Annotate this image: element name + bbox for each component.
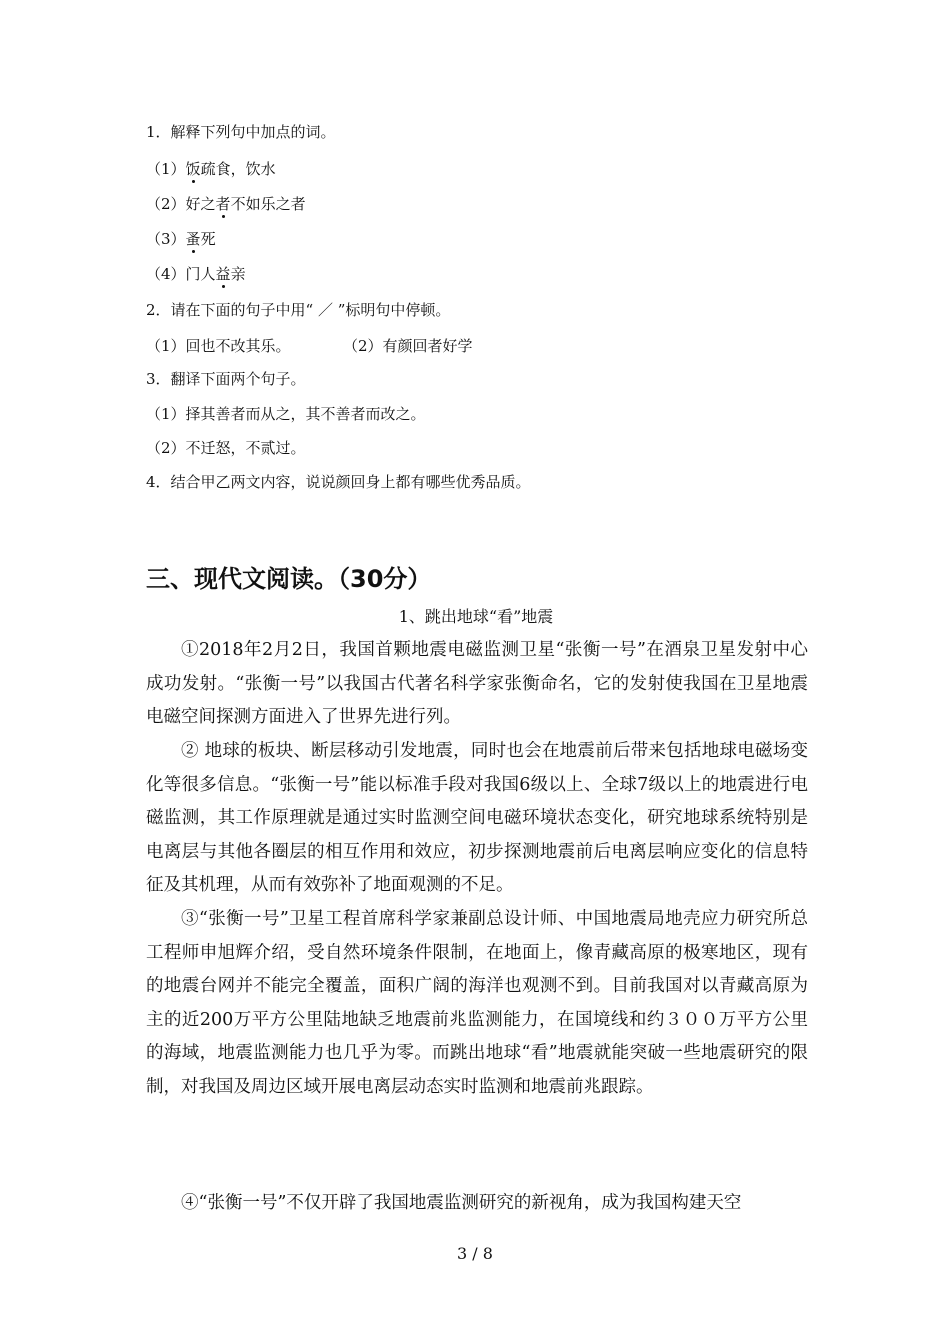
- question-3: 3．翻译下面两个句子。: [146, 370, 306, 388]
- article-paragraph-3: ③“张衡一号”卫星工程首席科学家兼副总设计师、中国地震局地壳应力研究所总工程师申旭辉介绍，受自然环境条件限制，在地面上，像青藏高原的极寒地区，现有的地震台网并不能完全覆盖，面积广阔的海洋也观测不到。目前我国对以青藏高原为主的近200万平方公里陆地缺乏地震前兆监测能力，在国境线和约３００万平方公里的海域，地震监测能力也几乎为零。而跳出地球“看”地震就能突破一些地震研究的限制，对我国及周边区域开展电离层动态实时监测和地震前兆跟踪。: [146, 909, 808, 1097]
- q1-item-3: [146, 229, 216, 249]
- q1-item-4: [146, 264, 246, 284]
- dotted-word: 益: [215, 265, 231, 283]
- question-1: 1．解释下列句中加点的词。: [146, 123, 336, 141]
- q1-item-2-prefix: （2）好之: [146, 195, 216, 213]
- q1-item-1-suffix: 疏食，饮水: [200, 160, 276, 178]
- q1-item-1-prefix: （1）: [146, 160, 186, 178]
- article-paragraph-2: ② 地球的板块、断层移动引发地震，同时也会在地震前后带来包括地球电磁场变化等很多信息。“张衡一号”能以标准手段对我国6级以上、全球7级以上的地震进行电磁监测，其工作原理就是通过实时监测空间电磁环境状态变化，研究地球系统特别是电离层与其他各圈层的相互作用和效应，初步探测地震前后电离层响应变化的信息特征及其机理，从而有效弥补了地面观测的不足。: [146, 741, 808, 895]
- q1-item-1: [146, 159, 276, 179]
- article-paragraph-4: ④“张衡一号”不仅开辟了我国地震监测研究的新视角，成为我国构建天空: [181, 1193, 742, 1213]
- q3-item-1: （1）择其善者而从之，其不善者而改之。: [146, 405, 426, 423]
- dotted-word: 蚤: [185, 230, 201, 248]
- q1-item-3-suffix: 死: [200, 230, 216, 248]
- q1-item-2-suffix: 不如乐之者: [230, 195, 306, 213]
- section-title: 三、现代文阅读。（30分）: [146, 565, 432, 593]
- article-paragraph-1: ①2018年2月2日，我国首颗地震电磁监测卫星“张衡一号”在酒泉卫星发射中心成功发射。“张衡一号”以我国古代著名科学家张衡命名，它的发射使我国在卫星地震电磁空间探测方面进入了世界先进行列。: [146, 640, 808, 727]
- dotted-word: 饭: [185, 160, 201, 178]
- q2-item-1: （1）回也不改其乐。: [146, 337, 291, 355]
- question-4: 4．结合甲乙两文内容，说说颜回身上都有哪些优秀品质。: [146, 473, 531, 491]
- q3-item-2: （2）不迁怒，不贰过。: [146, 439, 306, 457]
- q1-item-3-prefix: （3）: [146, 230, 186, 248]
- q1-item-4-suffix: 亲: [230, 265, 246, 283]
- q1-item-4-prefix: （4）门人: [146, 265, 216, 283]
- question-2: 2．请在下面的句子中用“ ／ ”标明句中停顿。: [146, 301, 451, 319]
- page-number: 3 / 8: [457, 1244, 493, 1263]
- q2-item-2: （2）有颜回者好学: [343, 337, 473, 355]
- article-title: 1、跳出地球“看”地震: [398, 607, 554, 626]
- dotted-word: 者: [215, 195, 231, 213]
- q1-item-2: [146, 194, 306, 214]
